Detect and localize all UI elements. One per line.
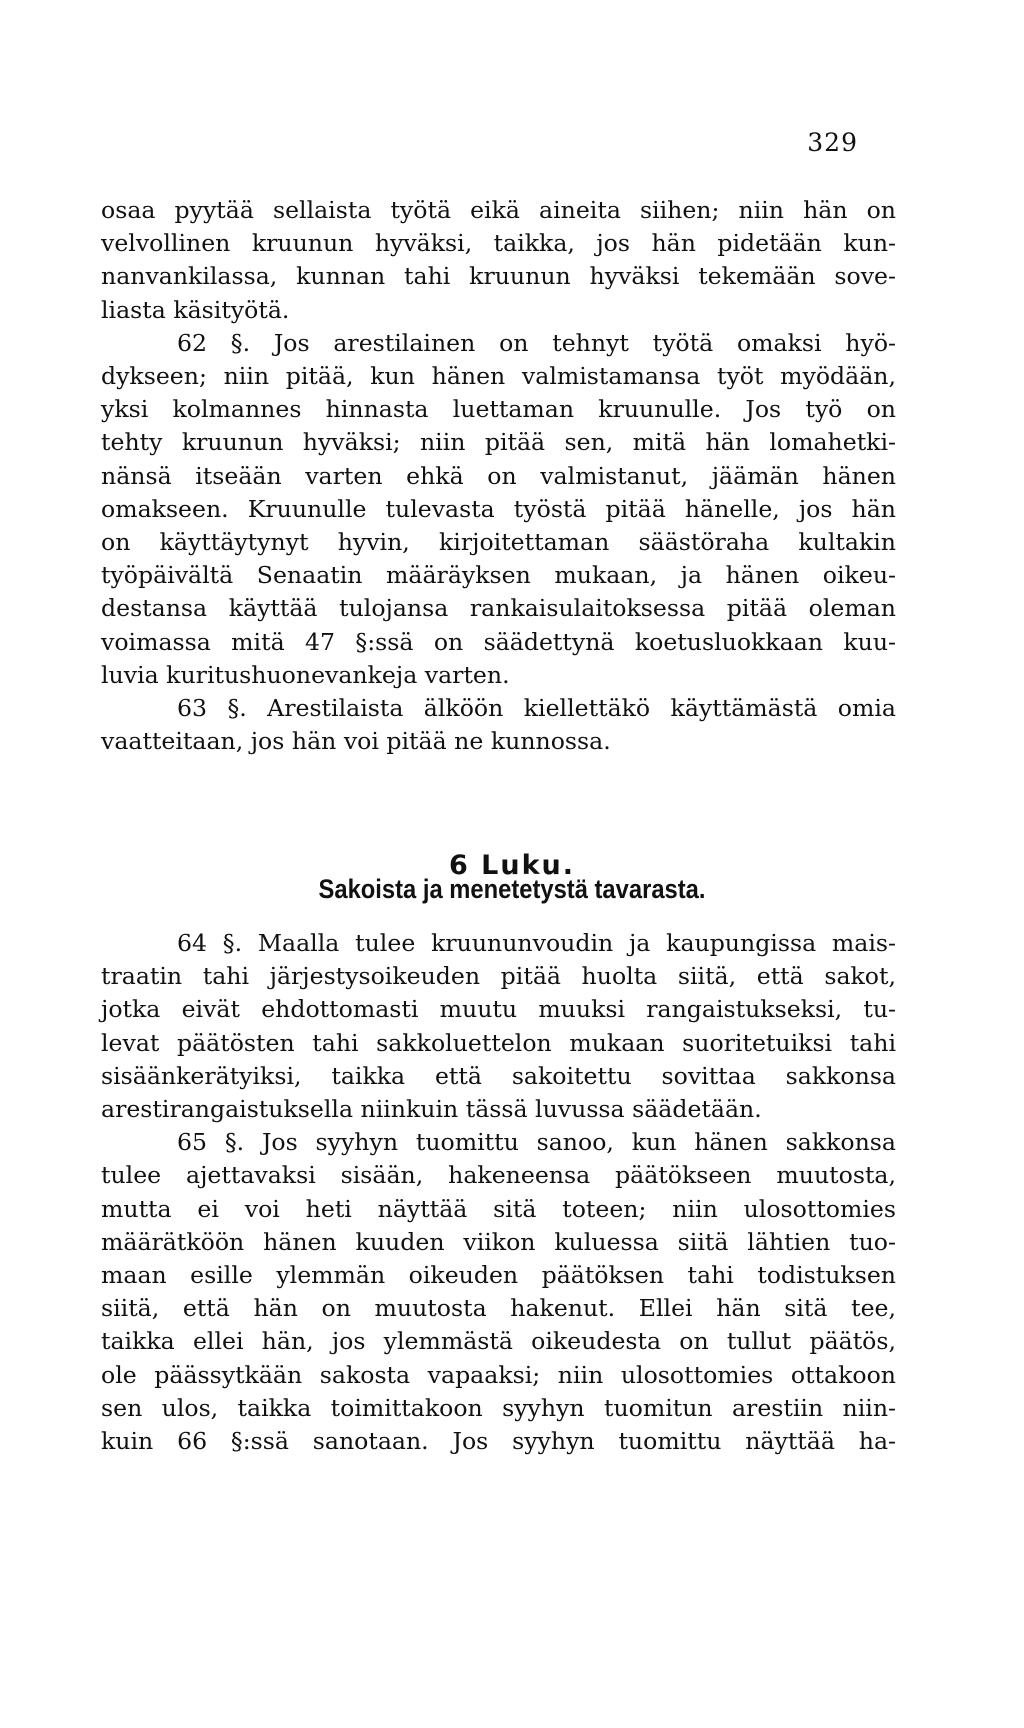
text-line: jotka eivät ehdottomasti muutu muuksi rangaistukseksi, tu- <box>101 995 896 1024</box>
text-block-2 <box>101 927 896 1458</box>
section-heading: Sakoista ja menetetystä tavarasta. <box>318 874 706 904</box>
text-line: ole päässytkään sakosta vapaaksi; niin ulosottomies ottakoon <box>101 1360 896 1389</box>
text-line: mutta ei voi heti näyttää sitä toteen; niin ulosottomies <box>101 1194 896 1223</box>
text-line: voimassa mitä 47 §:ssä on säädettynä koetusluokkaan kuu- <box>101 627 896 656</box>
text-line: taikka ellei hän, jos ylemmästä oikeudesta on tullut päätös, <box>101 1327 896 1356</box>
text-line: määrätköön hänen kuuden viikon kuluessa siitä lähtien tuo- <box>101 1227 896 1256</box>
text-line: tehty kruunun hyväksi; niin pitää sen, mitä hän lomahetki- <box>101 428 896 457</box>
text-line: siitä, että hän on muutosta hakenut. Ellei hän sitä tee, <box>101 1294 896 1323</box>
text-line: traatin tahi järjestysoikeuden pitää huolta siitä, että sakot, <box>101 962 896 991</box>
text-line: työpäivältä Senaatin määräyksen mukaan, ja hänen oikeu- <box>101 561 896 590</box>
text-line: sen ulos, taikka toimittakoon syyhyn tuomitun arestiin niin- <box>101 1393 896 1422</box>
paragraph-63-start: 63 §. Arestilaista älköön kiellettäkö käyttämästä omia <box>177 694 896 723</box>
text-line: dykseen; niin pitää, kun hänen valmistamansa työt myödään, <box>101 362 896 391</box>
text-line: nanvankilassa, kunnan tahi kruunun hyväksi tekemään sove- <box>101 262 896 291</box>
chapter-heading: 6 Luku. <box>448 850 576 881</box>
text-line: kuin 66 §:ssä sanotaan. Jos syyhyn tuomittu näyttää ha- <box>101 1427 896 1456</box>
text-line: destansa käyttää tulojansa rankaisulaitoksessa pitää oleman <box>101 594 896 623</box>
text-line: osaa pyytää sellaista työtä eikä aineita siihen; niin hän on <box>101 196 896 224</box>
text-line: yksi kolmannes hinnasta luettaman kruunulle. Jos työ on <box>101 395 896 424</box>
text-line: luvia kuritushuonevankeja varten. <box>101 660 510 689</box>
paragraph-65-start: 65 §. Jos syyhyn tuomittu sanoo, kun hänen sakkonsa <box>177 1128 896 1157</box>
paragraph-62-start: 62 §. Jos arestilainen on tehnyt työtä omaksi hyö- <box>177 328 896 357</box>
text-line: sisäänkerätyiksi, taikka että sakoitettu sovittaa sakkonsa <box>101 1061 896 1090</box>
text-line: levat päätösten tahi sakkoluettelon mukaan suoritetuiksi tahi <box>101 1028 896 1057</box>
text-line: tulee ajettavaksi sisään, hakeneensa päätökseen muutosta, <box>101 1161 896 1190</box>
text-line: velvollinen kruunun hyväksi, taikka, jos hän pidetään kun- <box>101 229 896 258</box>
text-line: nänsä itseään varten ehkä on valmistanut, jäämän hänen <box>101 461 896 490</box>
text-line: liasta käsityötä. <box>101 295 290 324</box>
text-line: arestirangaistuksella niinkuin tässä luvussa säädetään. <box>101 1095 762 1124</box>
text-block-1 <box>101 194 896 758</box>
text-line: omakseen. Kruunulle tulevasta työstä pitää hänelle, jos hän <box>101 494 896 523</box>
paragraph-64-start: 64 §. Maalla tulee kruununvoudin ja kaupungissa mais- <box>177 929 896 957</box>
text-line: on käyttäytynyt hyvin, kirjoitettaman säästöraha kultakin <box>101 528 896 557</box>
text-line: vaatteitaan, jos hän voi pitää ne kunnossa. <box>101 727 611 756</box>
page-number: 329 <box>807 128 858 157</box>
text-line: maan esille ylemmän oikeuden päätöksen tahi todistuksen <box>101 1261 896 1290</box>
